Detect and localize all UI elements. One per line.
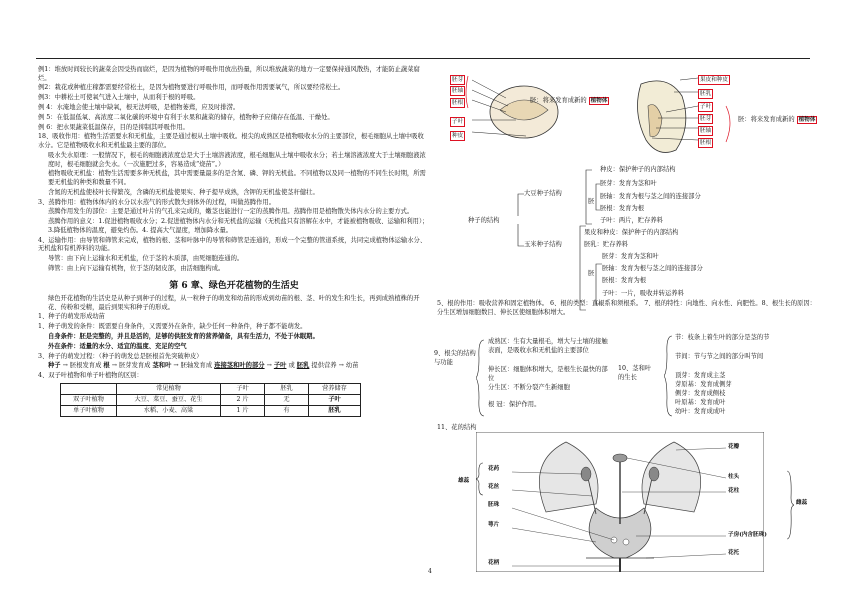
- table-header: 胚乳: [265, 383, 309, 394]
- chapter-title: 第 6 章、绿色开花植物的生活史: [169, 280, 299, 291]
- label-hypocotyl: 胚轴: [452, 88, 464, 94]
- corn-embryo: 胚: [588, 270, 595, 277]
- bud-item: 芽原基：发育成侧芽: [675, 381, 732, 388]
- bean-item: 种皮：保护种子的内部结构: [600, 166, 676, 173]
- header-rule: [36, 58, 810, 59]
- external-conditions: 外在条件：适量的水分、适宜的温度、充足的空气: [48, 342, 187, 350]
- flow-text: → 胚根发育成: [62, 362, 102, 370]
- germination-conditions: 1、种子萌发的条件：既需要自身条件，又需要外在条件，缺少任何一种条件，种子都不能萌发。: [38, 323, 307, 331]
- flow-connection: 连接茎和叶的部分: [214, 362, 265, 370]
- example-4: 例 4：水淹地会使土壤中缺氧，根无法呼吸，是植物萎蔫，应及时排涝。: [38, 104, 240, 112]
- anther-shape: [581, 467, 591, 481]
- example-2: 例2：栽花或种植庄稼都需要经常松土，是因为植物要进行呼吸作用，而呼吸作用需要氧气，所以要经常松土。: [38, 84, 345, 92]
- bud-item: 叶原基：发育成叶: [675, 399, 726, 406]
- label-cotyledon: 子叶: [452, 119, 464, 125]
- transpiration-site: 蒸腾作用发生的部位：主要是通过叶片的气孔来完成的，嫩茎也能进行一定的蒸腾作用。蒸腾作用是植物散失体内水分的主要方式。: [48, 208, 414, 216]
- table-header: 子叶: [221, 383, 265, 394]
- table-row: [61, 394, 361, 405]
- flower-label-sepal: 萼片: [488, 522, 500, 528]
- flower-label-stigma: 柱头: [728, 474, 740, 480]
- bean-item: 胚轴：发育为根与茎之间的连接部分: [600, 193, 701, 200]
- stigma-shape: [613, 454, 627, 462]
- seed-diagrams: [436, 66, 816, 162]
- bud-item: 顶芽：发育成主茎: [675, 372, 726, 379]
- table-cell: 水稻、小麦、高粱: [117, 405, 221, 416]
- flower-label-pedicel: 花柄: [488, 560, 500, 566]
- flow-seed: 种子: [48, 362, 61, 370]
- flower-label-filament: 花丝: [488, 484, 500, 490]
- table-cell: 有: [265, 405, 309, 416]
- root-tip-title: 9、根尖的结构与功能: [434, 350, 476, 366]
- table-cell: 双子叶植物: [61, 394, 117, 405]
- table-cell: 单子叶植物: [61, 405, 117, 416]
- table-header-row: [61, 383, 361, 394]
- bud-item: 幼叶：发育成成叶: [675, 408, 726, 415]
- table-cell: 子叶: [309, 394, 361, 405]
- flow-text: →: [266, 362, 272, 370]
- label-pericarp: 果皮和种皮: [700, 77, 728, 83]
- flower-label-style: 花柱: [728, 488, 740, 494]
- corn-embryo-item: 胚根：发育为根: [602, 277, 647, 284]
- table-header: [61, 383, 117, 394]
- root-tip-zone: 分生区：不断分裂产生新细胞: [488, 384, 570, 391]
- germination-process: 3、种子的萌发过程：（种子的萌发总是胚根首先突破种皮）: [38, 352, 203, 360]
- table-cell: 1 片: [221, 405, 265, 416]
- root-facts: 5、根的作用：吸收营养和固定植物体。 6、根的类型：直根系和须根系。 7、根的特性：向地性、向水性、向肥性。8、根生长的原因：分生区增加细胞数目、伸长区使细胞体积增大。: [437, 300, 816, 316]
- bean-item: 胚芽：发育为茎和叶: [600, 180, 657, 187]
- root-tip-zone: 伸长区：细胞体积增大，是根生长最快的部位: [488, 366, 608, 382]
- root-tip-zone: 成熟区：生有大量根毛，增大与土壤的接触表面，是吸收水和无机盐的主要部位: [488, 338, 608, 354]
- flower-label-ovule: 胚珠: [488, 502, 500, 508]
- example-5: 例 5：在低温低氧、高浓度二氧化碳的环境中有利于水果和蔬菜的储存，植物种子应储存在低温、干燥处。: [38, 113, 334, 121]
- flow-text: 提供营养 → 幼苗: [311, 362, 359, 370]
- bud-title: 10、茎和叶的生长: [618, 365, 652, 381]
- mineral-paragraph: 植物吸收无机盐：植物生活需要多种无机盐，其中需要量最多的是含氮、磷、钾的无机盐。不同植物以及同一植物的不同生长时期，所需要无机盐的种类和数量不同。: [48, 170, 426, 186]
- page-number: 4: [428, 568, 432, 575]
- absorption-paragraph: 18、吸收作用：植物生活需要水和无机盐，主要是通过根从土壤中吸收。根尖的成熟区是植物吸收水分的主要部位，根毛细胞从土壤中吸收水分。它是植物吸收水和无机盐最主要的部位。: [38, 133, 424, 150]
- flow-stem-leaf: 茎和叶: [152, 362, 172, 370]
- label-endosperm: 胚乳: [700, 91, 712, 97]
- corn-item: 果皮和种皮：保护种子的内部结构: [584, 229, 679, 236]
- bean-embryo: 胚: [588, 198, 595, 205]
- section-1: 1、种子的萌发形成幼苗: [38, 313, 105, 321]
- root-tip-brace: [476, 338, 486, 418]
- corn-embryo-item: 胚芽：发育为茎和叶: [602, 253, 659, 260]
- tree-bean: 大豆种子结构: [524, 190, 562, 197]
- stamen-brace: [476, 462, 484, 496]
- tree-corn: 玉米种子结构: [524, 241, 562, 248]
- table-row: [61, 405, 361, 416]
- bud-item: 侧芽：发育成侧枝: [675, 390, 726, 397]
- flow-endosperm: 胚乳: [296, 362, 310, 370]
- flow-cotyledon: 子叶: [273, 362, 287, 370]
- comparison-table: [60, 383, 361, 417]
- embryo-note-1: 胚：将来发育成新的 植物体: [530, 97, 608, 104]
- flower-label-anther: 花药: [488, 466, 500, 472]
- label-radicle: 胚根: [452, 100, 464, 106]
- flower-label-ovary: 子房(内含胚珠): [728, 532, 767, 538]
- corn-item: 胚乳：贮存养料: [584, 241, 629, 248]
- embryo-word-1: 植物体: [590, 98, 608, 104]
- germination-flow: [38, 362, 430, 371]
- vessel-note: 导管：由下向上运输水和无机盐，位于茎的木质部，由死细胞连通的。: [48, 255, 244, 263]
- flower-label-petal: 花瓣: [728, 444, 740, 450]
- root-tip-zone: 根 冠：保护作用。: [488, 401, 541, 408]
- flow-text: 或: [288, 362, 295, 370]
- transpiration-meaning: 蒸腾作用的意义：1.促进植物吸收水分；2.促进植物体内水分和无机盐的运输（无机盐只有溶解在水中，才能被植物吸收、运输和利用）；3.降低植物体的温度，避免灼伤。4. 提高大气湿度，增加降水量。: [48, 218, 429, 234]
- transpiration-def: 3、蒸腾作用：植物体体内的水分以水蒸气的形式散失到体外的过程，叫做蒸腾作用。: [38, 198, 275, 206]
- table-cell: 胚乳: [309, 405, 361, 416]
- embryo-word-2: 植物体: [798, 117, 816, 123]
- chapter-intro: 绿色开花植物的生活史是从种子到种子的过程，从一粒种子的萌发和幼苗的形成到幼苗的根、茎、叶的发生和生长，再到成熟植株的开花、传粉和受精，最后到果实和种子的形成。: [48, 294, 420, 311]
- table-cell: 大豆、菜豆、蚕豆、花生: [117, 394, 221, 405]
- label-cotyledon-2: 子叶: [700, 104, 712, 110]
- bud-item: 节间：节与节之间的部分叫节间: [675, 353, 764, 360]
- seed-tree-lines: [462, 164, 612, 314]
- embryo-note-2: 胚：将来发育成新的 植物体: [738, 116, 816, 123]
- flow-root: 根: [103, 362, 110, 370]
- bean-item: 胚根：发育为根: [600, 205, 645, 212]
- self-conditions: 自身条件：胚是完整的，并且是活的，足够的供胚发育的营养储备，具有生活力，不处于休眠期。: [48, 332, 319, 340]
- pistil-brace: [786, 470, 794, 540]
- label-plumule: 胚芽: [452, 77, 464, 83]
- transport-paragraph: 4、运输作用：由导管和筛管来完成，植物的根、茎和叶脉中的导管和筛管是连通的，形成一个完整的管道系统，共同完成植物体运输水分、无机盐和有机养料的功能。: [38, 236, 427, 253]
- absorption-principle: 吸水失水原理：一般情况下，根毛的细胞液浓度总是大于土壤溶液浓度，根毛细胞从土壤中吸收水分；若土壤溶液浓度大于土壤细胞液浓度时，根毛细胞就会失水。（一次施肥过多，容易造成“烧苗”。）: [48, 151, 426, 168]
- tree-root: 种子的结构: [468, 217, 500, 224]
- corn-embryo-item: 子叶：一片，吸收并转运养料: [602, 290, 684, 297]
- table-cell: 无: [265, 394, 309, 405]
- corn-embryo-item: 胚轴：发育为根与茎之间的连接部分: [602, 265, 703, 272]
- flower-title: 11、花的结构: [437, 424, 477, 431]
- flow-text: → 胚轴发育成: [173, 362, 213, 370]
- table-cell: 2 片: [221, 394, 265, 405]
- mineral-effects: 含氮的无机盐使枝叶长得繁茂，含磷的无机盐使果实、种子提早成熟，含钾的无机盐使茎秆健壮。: [48, 188, 319, 196]
- label-seedcoat: 种皮: [452, 133, 464, 139]
- flower-group-stamen: 雄蕊: [458, 478, 470, 484]
- flower-diagram: [476, 432, 764, 572]
- label-plumule-2: 胚芽: [700, 116, 712, 122]
- flow-text: → 胚芽发育成: [111, 362, 151, 370]
- bud-item: 节：枝条上着生叶的部分是茎的节: [675, 334, 770, 341]
- example-3: 例3：中耕松土可使氧气进入土壤中，从而利于根的呼吸。: [38, 94, 200, 102]
- flower-group-pistil: 雌蕊: [796, 500, 808, 506]
- sieve-note: 筛管：由上向下运输有机物，位于茎的韧皮部，由活细胞构成。: [48, 264, 225, 272]
- bud-brace: [664, 334, 674, 418]
- example-1: 例1：堆放时间较长的蔬菜会因受热而腐烂，是因为植物的呼吸作用放出热量，所以堆放蔬菜的地方一定要保持通风散热，才能防止蔬菜腐烂。: [38, 66, 420, 82]
- label-hypocotyl-2: 胚轴: [700, 128, 712, 134]
- left-column: [38, 66, 430, 417]
- bean-item: 子叶：两片，贮存养料: [600, 217, 663, 224]
- dicot-monocot-heading: 4、双子叶植物和单子叶植物的区别：: [38, 372, 143, 380]
- example-6: 例 6：把水果蔬菜低温保存，目的是抑制其呼吸作用。: [38, 123, 189, 131]
- flower-label-receptacle: 花托: [728, 550, 740, 556]
- table-header: 营养储存: [309, 383, 361, 394]
- label-radicle-2: 胚根: [700, 140, 712, 146]
- table-header: 常见植物: [117, 383, 221, 394]
